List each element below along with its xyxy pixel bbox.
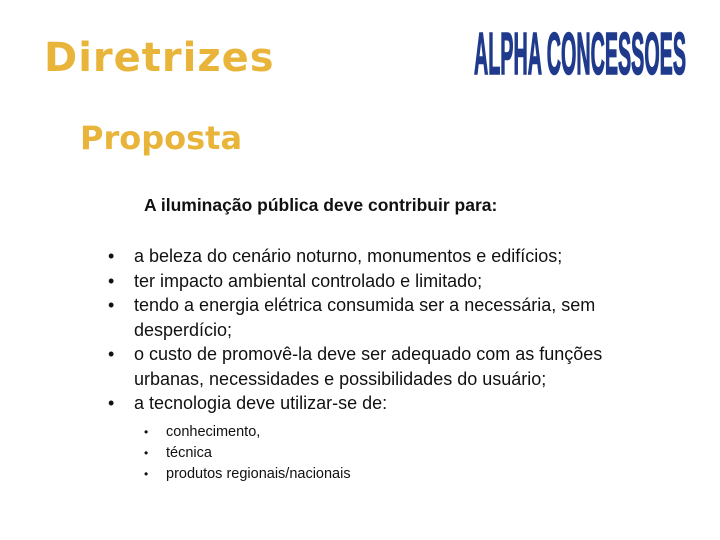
sub-bullet-list <box>134 422 672 485</box>
bullet-point: • o custo de promovê-la deve ser adequado com as funções urbanas, necessidades e possibilidades do usuário; <box>106 342 672 391</box>
bullet-point-text: a tecnologia deve utilizar-se de: <box>134 393 388 413</box>
bullet-point-technology <box>106 391 672 485</box>
bullet-point: • ter impacto ambiental controlado e limitado; <box>106 269 672 294</box>
slide-title: Diretrizes <box>44 35 275 81</box>
sub-bullet-point: • conhecimento, <box>134 422 672 443</box>
company-logo <box>472 22 688 82</box>
bullet-point: • tendo a energia elétrica consumida ser a necessária, sem desperdício; <box>106 293 672 342</box>
slide-subtitle: Proposta <box>80 119 243 157</box>
sub-bullet-point: • produtos regionais/nacionais <box>134 464 672 485</box>
sub-bullet-point: • técnica <box>134 443 672 464</box>
bullet-point: • a beleza do cenário noturno, monumentos e edifícios; <box>106 244 672 269</box>
logo-text: ALPHA CONCESSOES <box>474 22 686 82</box>
bullet-list <box>106 244 672 485</box>
lead-text: A iluminação pública deve contribuir para: <box>144 195 498 215</box>
